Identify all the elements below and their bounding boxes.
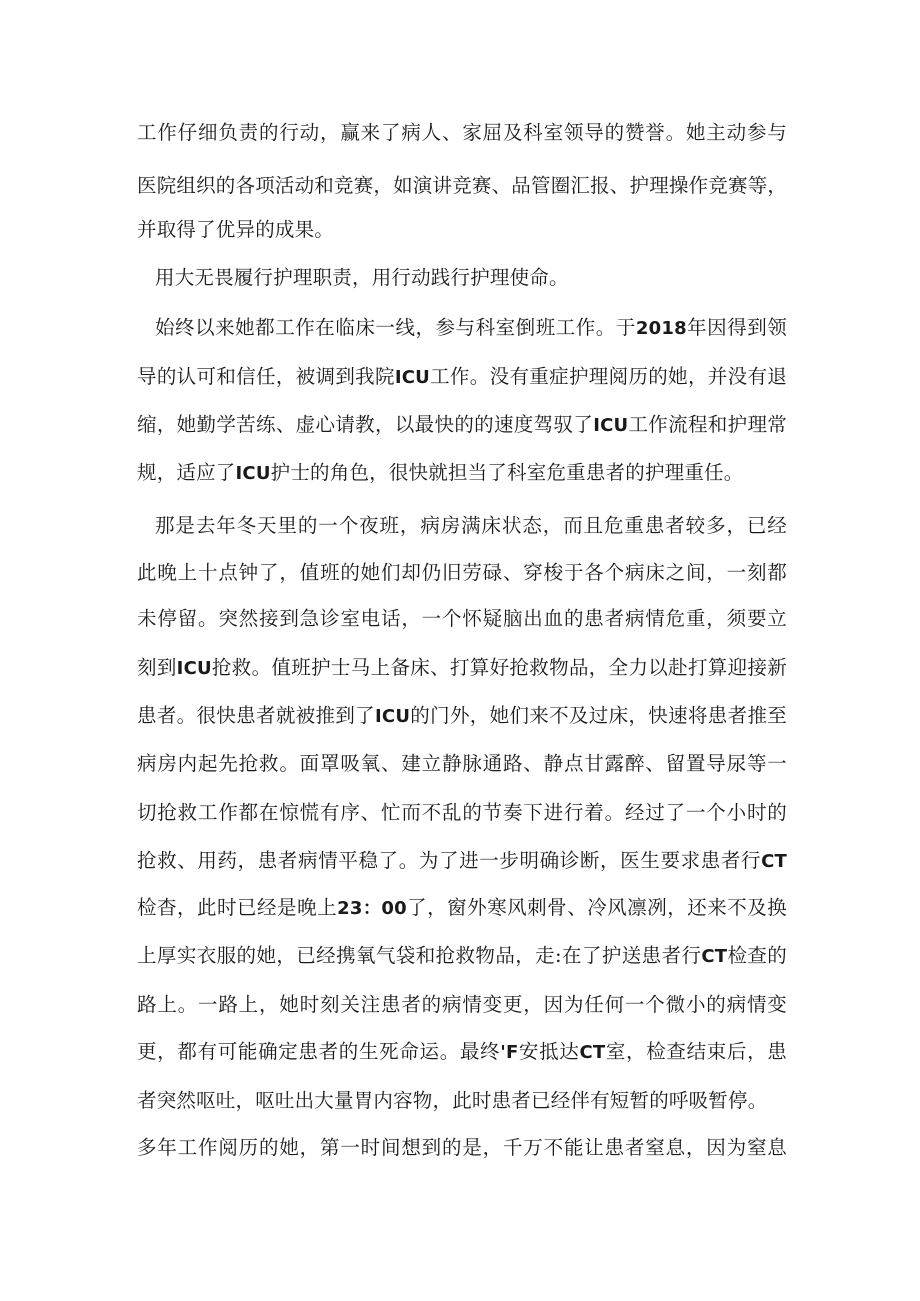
text-line: 此晚上十点钟了，值班的她们却仍旧劳碌、穿梭于各个病床之间，一刻都 — [137, 561, 787, 584]
text-line: 者突然呕吐，呕吐出大量胃内容物，此时患者已经伴有短暂的呼吸暂停。 — [137, 1089, 768, 1112]
text-line: 抢救、用药，患者病情平稳了。为了进一步明确诊断，医生要求患者行CT — [137, 849, 787, 872]
text-line: 路上。一路上，她时刻关注患者的病情变更，因为任何一个微小的病情变 — [137, 993, 787, 1016]
text-line: 上厚实衣服的她，已经携氧气袋和抢救物品，走:在了护送患者行CT检查的 — [137, 944, 788, 967]
text-line: 未停留。突然接到急诊室电话，一个怀疑脑出血的患者病情危重，须要立 — [137, 607, 787, 630]
text-line: 多年工作阅历的她，第一时间想到的是，千万不能让患者窒息，因为窒息 — [137, 1136, 787, 1159]
text-line: 更，都有可能确定患者的生死命运。最终'F安抵达CT室，检查结束后，患 — [137, 1040, 787, 1063]
text-line: 导的认可和信任，被调到我院ICU工作。没有重症护理阅历的她，并没有退 — [137, 365, 787, 388]
text-line: 检杳，此时已经是晚上23：00了，窗外寒风刺骨、冷风凛冽，还来不及换 — [137, 896, 787, 919]
text-line: 规，适应了ICU护士的角色，很快就担当了科室危重患者的护理重任。 — [137, 461, 744, 484]
text-line: 医院组织的各项活动和竞赛，如演讲竞赛、品管圈汇报、护理操作竞赛等， — [137, 174, 788, 197]
text-line: 切抢救工作都在惊慌有序、忙而不乱的节奏下进行着。经过了一个小时的 — [137, 801, 787, 824]
text-line: 缩，她勤学苦练、虚心请教，以最快的的速度驾驭了ICU工作流程和护理常 — [137, 413, 787, 436]
text-line: 病房内起先抢救。面罩吸氧、建立静脉通路、静点甘露醉、留置导尿等一 — [137, 752, 787, 775]
text-line: 并取得了优异的成果。 — [137, 218, 335, 241]
text-line: 始终以来她都工作在临床一线，参与科室倒班工作。于2018年因得到领 — [155, 316, 787, 339]
text-line: 患者。很快患者就被推到了ICU的门外，她们来不及过床，快速将患者推至 — [137, 704, 787, 727]
text-line: 刻到ICU抢救。值班护士马上备床、打算好抢救物品，全力以赴打算迎接新 — [137, 656, 787, 679]
section-heading: 用大无畏履行护理职责，用行动践行护理使命。 — [155, 266, 569, 289]
text-line: 工作仔细负责的行动，赢来了病人、家屈及科室领导的赞誉。她主动参与 — [137, 121, 787, 144]
text-line: 那是去年冬天里的一个夜班，病房满床状态，而且危重患者较多，已经 — [155, 514, 787, 537]
